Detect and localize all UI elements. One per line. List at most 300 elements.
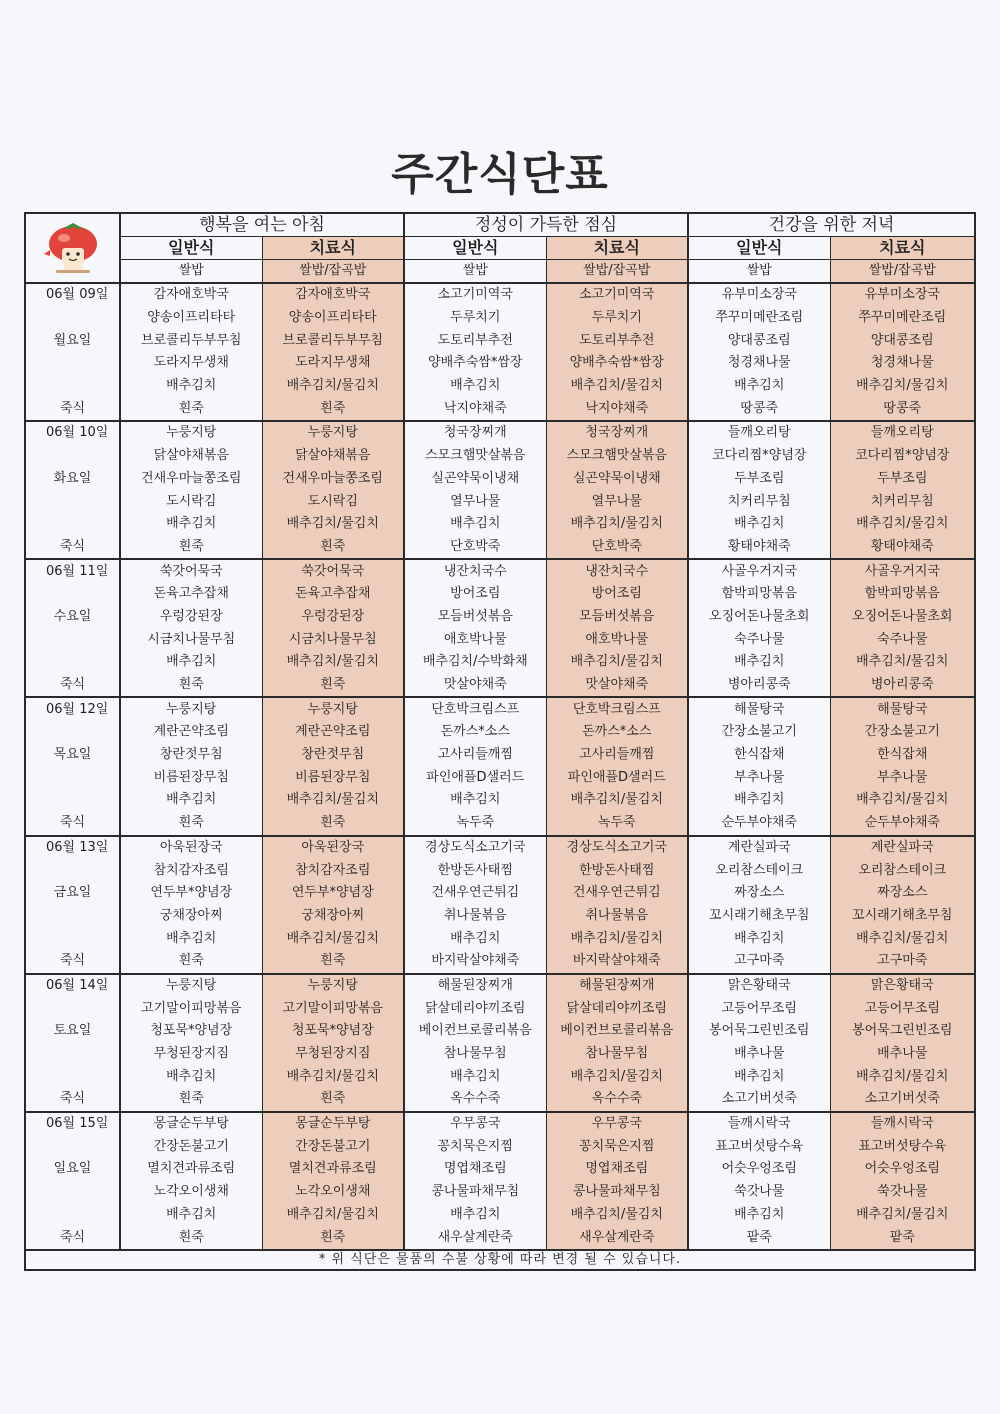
table-row bbox=[25, 950, 975, 974]
menu-item: 도시락김 bbox=[262, 490, 404, 513]
menu-item: 봉어묵그린빈조림 bbox=[688, 1020, 830, 1043]
page-title: 주간식단표 bbox=[391, 149, 609, 200]
menu-item: 흰죽 bbox=[262, 536, 404, 560]
menu-item: 고구마죽 bbox=[688, 950, 830, 974]
menu-item: 건새우연근튀김 bbox=[546, 882, 688, 905]
menu-item: 닭살야채볶음 bbox=[262, 445, 404, 468]
rice-cell: 쌀밥/잡곡밥 bbox=[546, 260, 688, 284]
menu-item: 사골우거지국 bbox=[688, 559, 830, 583]
weekday-label: 일요일 bbox=[25, 1158, 120, 1181]
day-spacer bbox=[25, 789, 120, 812]
menu-item: 한식잡채 bbox=[688, 744, 830, 767]
menu-item: 돈육고추잡채 bbox=[120, 583, 262, 606]
menu-item: 닭살야채볶음 bbox=[120, 445, 262, 468]
menu-item: 비름된장무침 bbox=[120, 766, 262, 789]
menu-item: 배추김치/물김치 bbox=[262, 1065, 404, 1088]
menu-item: 간장소불고기 bbox=[688, 721, 830, 744]
menu-item: 닭살데리야끼조림 bbox=[546, 997, 688, 1020]
table-row bbox=[25, 927, 975, 950]
menu-item: 모듬버섯볶음 bbox=[546, 606, 688, 629]
menu-item: 배추김치/물김치 bbox=[830, 513, 975, 536]
dinner-therapy-header: 치료식 bbox=[830, 237, 975, 260]
menu-item: 배추김치 bbox=[404, 927, 546, 950]
menu-item: 팥죽 bbox=[688, 1226, 830, 1250]
breakfast-therapy-header: 치료식 bbox=[262, 237, 404, 260]
menu-item: 새우살계란죽 bbox=[546, 1226, 688, 1250]
menu-item: 방어조림 bbox=[546, 583, 688, 606]
menu-item: 흰죽 bbox=[120, 674, 262, 698]
menu-item: 어슷우엉조림 bbox=[688, 1158, 830, 1181]
menu-item: 청포묵*양념장 bbox=[262, 1020, 404, 1043]
menu-item: 오리참스테이크 bbox=[688, 859, 830, 882]
table-row bbox=[25, 997, 975, 1020]
rice-cell: 쌀밥/잡곡밥 bbox=[262, 260, 404, 284]
menu-item: 닭살데리야끼조림 bbox=[404, 997, 546, 1020]
menu-item: 흰죽 bbox=[262, 1226, 404, 1250]
menu-item: 명엽채조림 bbox=[546, 1158, 688, 1181]
menu-item: 브로콜리두부무침 bbox=[120, 329, 262, 352]
menu-item: 코다리찜*양념장 bbox=[830, 445, 975, 468]
table-row bbox=[25, 397, 975, 421]
table-row bbox=[25, 697, 975, 721]
menu-item: 단호박죽 bbox=[546, 536, 688, 560]
menu-item: 흰죽 bbox=[120, 536, 262, 560]
table-row bbox=[25, 744, 975, 767]
menu-item: 배추김치/물김치 bbox=[546, 789, 688, 812]
date-label: 06월 11일 bbox=[25, 559, 120, 583]
menu-item: 쑥갓나물 bbox=[830, 1181, 975, 1204]
table-row bbox=[25, 1181, 975, 1204]
menu-item: 연두부*양념장 bbox=[262, 882, 404, 905]
menu-item: 양송이프리타타 bbox=[262, 307, 404, 330]
day-spacer bbox=[25, 583, 120, 606]
menu-item: 아욱된장국 bbox=[120, 836, 262, 860]
menu-item: 오징어돈나물초회 bbox=[688, 606, 830, 629]
dinner-regular-header: 일반식 bbox=[688, 237, 830, 260]
menu-item: 한방돈사태찜 bbox=[546, 859, 688, 882]
menu-item: 연두부*양념장 bbox=[120, 882, 262, 905]
menu-item: 실곤약묵이냉채 bbox=[404, 468, 546, 491]
menu-item: 파인애플D샐러드 bbox=[546, 766, 688, 789]
porridge-label: 죽식 bbox=[25, 1226, 120, 1250]
menu-item: 순두부야채죽 bbox=[688, 812, 830, 836]
menu-item: 배추김치/물김치 bbox=[830, 375, 975, 398]
table-row bbox=[25, 1204, 975, 1227]
menu-item: 흰죽 bbox=[120, 812, 262, 836]
menu-item: 참치감자조림 bbox=[120, 859, 262, 882]
breakfast-header: 행복을 여는 아침 bbox=[120, 213, 404, 237]
menu-item: 배추김치/물김치 bbox=[262, 513, 404, 536]
day-spacer bbox=[25, 375, 120, 398]
menu-item: 청국장찌개 bbox=[404, 421, 546, 445]
menu-item: 배추김치/수박화채 bbox=[404, 651, 546, 674]
menu-item: 배추김치/물김치 bbox=[830, 1065, 975, 1088]
menu-item: 배추김치/물김치 bbox=[546, 375, 688, 398]
rice-cell: 쌀밥 bbox=[404, 260, 546, 284]
menu-item: 사골우거지국 bbox=[830, 559, 975, 583]
menu-item: 고구마죽 bbox=[830, 950, 975, 974]
day-spacer bbox=[25, 628, 120, 651]
menu-item: 황태야채죽 bbox=[688, 536, 830, 560]
menu-item: 베이컨브로콜리볶음 bbox=[404, 1020, 546, 1043]
table-row bbox=[25, 1135, 975, 1158]
menu-item: 해물된장찌개 bbox=[546, 974, 688, 998]
table-row bbox=[25, 905, 975, 928]
table-row bbox=[25, 1112, 975, 1136]
menu-item: 몽글순두부탕 bbox=[262, 1112, 404, 1136]
menu-item: 배추김치 bbox=[120, 1204, 262, 1227]
table-row bbox=[25, 1020, 975, 1043]
menu-item: 청국장찌개 bbox=[546, 421, 688, 445]
menu-item: 스모크햄맛살볶음 bbox=[404, 445, 546, 468]
rice-cell: 쌀밥/잡곡밥 bbox=[830, 260, 975, 284]
menu-item: 맑은황태국 bbox=[830, 974, 975, 998]
menu-item: 건새우마늘쫑조림 bbox=[262, 468, 404, 491]
menu-item: 실곤약묵이냉채 bbox=[546, 468, 688, 491]
menu-item: 땅콩죽 bbox=[830, 397, 975, 421]
menu-item: 누룽지탕 bbox=[262, 421, 404, 445]
menu-item: 도시락김 bbox=[120, 490, 262, 513]
menu-item: 도라지무생채 bbox=[262, 352, 404, 375]
date-label: 06월 13일 bbox=[25, 836, 120, 860]
menu-item: 우렁강된장 bbox=[120, 606, 262, 629]
table-row bbox=[25, 974, 975, 998]
menu-item: 배추김치 bbox=[688, 513, 830, 536]
day-spacer bbox=[25, 513, 120, 536]
menu-item: 배추김치/물김치 bbox=[262, 927, 404, 950]
dinner-header: 건강을 위한 저녁 bbox=[688, 213, 975, 237]
menu-item: 고사리들깨찜 bbox=[546, 744, 688, 767]
menu-item: 방어조림 bbox=[404, 583, 546, 606]
table-row bbox=[25, 859, 975, 882]
menu-item: 배추김치 bbox=[688, 1065, 830, 1088]
menu-item: 숙주나물 bbox=[688, 628, 830, 651]
menu-item: 돈까스*소스 bbox=[404, 721, 546, 744]
menu-item: 무청된장지짐 bbox=[262, 1043, 404, 1066]
menu-item: 배추김치 bbox=[120, 375, 262, 398]
menu-item: 배추김치 bbox=[120, 789, 262, 812]
table-row bbox=[25, 651, 975, 674]
menu-item: 배추김치/물김치 bbox=[546, 1204, 688, 1227]
weekday-label: 목요일 bbox=[25, 744, 120, 767]
menu-item: 브로콜리두부무침 bbox=[262, 329, 404, 352]
menu-item: 병아리콩죽 bbox=[830, 674, 975, 698]
day-spacer bbox=[25, 651, 120, 674]
date-label: 06월 10일 bbox=[25, 421, 120, 445]
menu-item: 계란곤약조림 bbox=[262, 721, 404, 744]
menu-item: 녹두죽 bbox=[546, 812, 688, 836]
menu-item: 우무콩국 bbox=[404, 1112, 546, 1136]
menu-item: 표고버섯탕수육 bbox=[830, 1135, 975, 1158]
menu-item: 양송이프리타타 bbox=[120, 307, 262, 330]
menu-item: 고등어무조림 bbox=[688, 997, 830, 1020]
menu-item: 한방돈사태찜 bbox=[404, 859, 546, 882]
menu-item: 누룽지탕 bbox=[262, 974, 404, 998]
menu-item: 간장돈불고기 bbox=[120, 1135, 262, 1158]
menu-item: 유부미소장국 bbox=[830, 283, 975, 307]
porridge-label: 죽식 bbox=[25, 812, 120, 836]
table-row bbox=[25, 329, 975, 352]
menu-item: 표고버섯탕수육 bbox=[688, 1135, 830, 1158]
table-row bbox=[25, 674, 975, 698]
menu-item: 소고기미역국 bbox=[546, 283, 688, 307]
menu-item: 흰죽 bbox=[120, 1226, 262, 1250]
menu-item: 누룽지탕 bbox=[262, 697, 404, 721]
table-row bbox=[25, 628, 975, 651]
weekly-menu-table bbox=[24, 212, 976, 1271]
menu-item: 배추나물 bbox=[830, 1043, 975, 1066]
menu-item: 짜장소스 bbox=[688, 882, 830, 905]
table-row bbox=[25, 1043, 975, 1066]
menu-item: 경상도식소고기국 bbox=[404, 836, 546, 860]
menu-item: 노각오이생채 bbox=[262, 1181, 404, 1204]
menu-item: 배추김치/물김치 bbox=[830, 789, 975, 812]
day-spacer bbox=[25, 905, 120, 928]
lunch-regular-header: 일반식 bbox=[404, 237, 546, 260]
menu-item: 배추김치 bbox=[688, 1204, 830, 1227]
rice-cell: 쌀밥 bbox=[120, 260, 262, 284]
menu-item: 꽁치묵은지찜 bbox=[546, 1135, 688, 1158]
menu-item: 배추김치 bbox=[120, 1065, 262, 1088]
menu-item: 스모크햄맛살볶음 bbox=[546, 445, 688, 468]
menu-item: 참치감자조림 bbox=[262, 859, 404, 882]
menu-item: 어슷우엉조림 bbox=[830, 1158, 975, 1181]
menu-item: 배추김치 bbox=[404, 375, 546, 398]
menu-item: 멸치견과류조림 bbox=[262, 1158, 404, 1181]
lunch-therapy-header: 치료식 bbox=[546, 237, 688, 260]
menu-item: 궁채장아찌 bbox=[120, 905, 262, 928]
menu-item: 옥수수죽 bbox=[404, 1088, 546, 1112]
menu-item: 모듬버섯볶음 bbox=[404, 606, 546, 629]
menu-item: 순두부야채죽 bbox=[830, 812, 975, 836]
menu-item: 창란젓무침 bbox=[262, 744, 404, 767]
menu-item: 누룽지탕 bbox=[120, 974, 262, 998]
menu-item: 비름된장무침 bbox=[262, 766, 404, 789]
menu-item: 흰죽 bbox=[262, 950, 404, 974]
menu-item: 냉잔치국수 bbox=[404, 559, 546, 583]
menu-item: 땅콩죽 bbox=[688, 397, 830, 421]
logo-cell bbox=[25, 213, 120, 283]
menu-item: 맑은황태국 bbox=[688, 974, 830, 998]
table-row bbox=[25, 375, 975, 398]
menu-item: 병아리콩죽 bbox=[688, 674, 830, 698]
menu-item: 취나물볶음 bbox=[546, 905, 688, 928]
menu-item: 고사리들깨찜 bbox=[404, 744, 546, 767]
date-label: 06월 15일 bbox=[25, 1112, 120, 1136]
weekday-label: 토요일 bbox=[25, 1020, 120, 1043]
menu-item: 배추김치/물김치 bbox=[546, 651, 688, 674]
menu-item: 맛살야채죽 bbox=[546, 674, 688, 698]
menu-item: 쑥갓어묵국 bbox=[120, 559, 262, 583]
menu-item: 양배추숙쌈*쌈장 bbox=[404, 352, 546, 375]
day-spacer bbox=[25, 352, 120, 375]
menu-item: 도토리부추전 bbox=[546, 329, 688, 352]
menu-item: 쭈꾸미메란조림 bbox=[830, 307, 975, 330]
menu-item: 고기말이피망볶음 bbox=[120, 997, 262, 1020]
table-row bbox=[25, 490, 975, 513]
menu-item: 열무나물 bbox=[404, 490, 546, 513]
date-label: 06월 12일 bbox=[25, 697, 120, 721]
menu-item: 함박피망볶음 bbox=[688, 583, 830, 606]
table-row bbox=[25, 283, 975, 307]
weekday-label: 월요일 bbox=[25, 329, 120, 352]
menu-item: 소고기버섯죽 bbox=[830, 1088, 975, 1112]
menu-item: 돈까스*소스 bbox=[546, 721, 688, 744]
menu-item: 청포묵*양념장 bbox=[120, 1020, 262, 1043]
menu-item: 배추김치/물김치 bbox=[546, 927, 688, 950]
menu-item: 누룽지탕 bbox=[120, 697, 262, 721]
menu-item: 흰죽 bbox=[120, 1088, 262, 1112]
table-row bbox=[25, 812, 975, 836]
day-spacer bbox=[25, 997, 120, 1020]
menu-item: 오리참스테이크 bbox=[830, 859, 975, 882]
menu-item: 무청된장지짐 bbox=[120, 1043, 262, 1066]
rice-cell: 쌀밥 bbox=[688, 260, 830, 284]
menu-item: 배추김치/물김치 bbox=[262, 375, 404, 398]
menu-item: 흰죽 bbox=[262, 397, 404, 421]
lunch-header: 정성이 가득한 점심 bbox=[404, 213, 688, 237]
menu-item: 배추김치/물김치 bbox=[262, 1204, 404, 1227]
porridge-label: 죽식 bbox=[25, 397, 120, 421]
menu-item: 흰죽 bbox=[120, 397, 262, 421]
date-label: 06월 14일 bbox=[25, 974, 120, 998]
menu-item: 배추김치 bbox=[404, 789, 546, 812]
menu-item: 노각오이생채 bbox=[120, 1181, 262, 1204]
day-spacer bbox=[25, 1043, 120, 1066]
menu-body bbox=[25, 283, 975, 1250]
menu-item: 감자애호박국 bbox=[120, 283, 262, 307]
menu-item: 양배추숙쌈*쌈장 bbox=[546, 352, 688, 375]
menu-item: 건새우연근튀김 bbox=[404, 882, 546, 905]
menu-item: 한식잡채 bbox=[830, 744, 975, 767]
menu-item: 열무나물 bbox=[546, 490, 688, 513]
day-spacer bbox=[25, 859, 120, 882]
table-row bbox=[25, 1065, 975, 1088]
menu-item: 흰죽 bbox=[120, 950, 262, 974]
menu-item: 냉잔치국수 bbox=[546, 559, 688, 583]
menu-item: 베이컨브로콜리볶음 bbox=[546, 1020, 688, 1043]
menu-item: 치커리무침 bbox=[688, 490, 830, 513]
menu-item: 고등어무조림 bbox=[830, 997, 975, 1020]
date-label: 06월 09일 bbox=[25, 283, 120, 307]
menu-item: 배추김치/물김치 bbox=[262, 789, 404, 812]
menu-item: 배추김치 bbox=[120, 513, 262, 536]
menu-item: 명엽채조림 bbox=[404, 1158, 546, 1181]
menu-item: 단호박죽 bbox=[404, 536, 546, 560]
menu-item: 몽글순두부탕 bbox=[120, 1112, 262, 1136]
menu-item: 멸치견과류조림 bbox=[120, 1158, 262, 1181]
menu-item: 새우살계란죽 bbox=[404, 1226, 546, 1250]
menu-item: 콩나물파채무침 bbox=[404, 1181, 546, 1204]
table-row bbox=[25, 1226, 975, 1250]
menu-item: 낙지야채죽 bbox=[404, 397, 546, 421]
menu-item: 도라지무생채 bbox=[120, 352, 262, 375]
menu-item: 유부미소장국 bbox=[688, 283, 830, 307]
menu-item: 청경채나물 bbox=[688, 352, 830, 375]
menu-item: 애호박나물 bbox=[546, 628, 688, 651]
table-row bbox=[25, 1088, 975, 1112]
menu-item: 쭈꾸미메란조림 bbox=[688, 307, 830, 330]
breakfast-regular-header: 일반식 bbox=[120, 237, 262, 260]
menu-item: 배추김치 bbox=[404, 1204, 546, 1227]
table-row bbox=[25, 559, 975, 583]
menu-item: 도토리부추전 bbox=[404, 329, 546, 352]
menu-item: 배추김치 bbox=[404, 1065, 546, 1088]
table-row bbox=[25, 1158, 975, 1181]
menu-item: 감자애호박국 bbox=[262, 283, 404, 307]
table-row bbox=[25, 882, 975, 905]
menu-item: 간장소불고기 bbox=[830, 721, 975, 744]
menu-item: 배추김치/물김치 bbox=[830, 651, 975, 674]
menu-item: 궁채장아찌 bbox=[262, 905, 404, 928]
menu-item: 시금치나물무침 bbox=[262, 628, 404, 651]
table-row bbox=[25, 352, 975, 375]
menu-item: 들깨오리탕 bbox=[830, 421, 975, 445]
menu-item: 낙지야채죽 bbox=[546, 397, 688, 421]
menu-item: 코다리찜*양념장 bbox=[688, 445, 830, 468]
footer-note: * 위 식단은 물품의 수불 상황에 따라 변경 될 수 있습니다. bbox=[25, 1250, 975, 1270]
menu-item: 꽁치묵은지찜 bbox=[404, 1135, 546, 1158]
day-spacer bbox=[25, 927, 120, 950]
day-spacer bbox=[25, 307, 120, 330]
menu-item: 봉어묵그린빈조림 bbox=[830, 1020, 975, 1043]
menu-item: 배추김치 bbox=[120, 927, 262, 950]
menu-item: 우무콩국 bbox=[546, 1112, 688, 1136]
porridge-label: 죽식 bbox=[25, 1088, 120, 1112]
menu-item: 아욱된장국 bbox=[262, 836, 404, 860]
menu-item: 오징어돈나물초회 bbox=[830, 606, 975, 629]
porridge-label: 죽식 bbox=[25, 536, 120, 560]
menu-item: 창란젓무침 bbox=[120, 744, 262, 767]
menu-item: 흰죽 bbox=[262, 812, 404, 836]
menu-item: 건새우마늘쫑조림 bbox=[120, 468, 262, 491]
menu-item: 계란곤약조림 bbox=[120, 721, 262, 744]
menu-item: 간장돈불고기 bbox=[262, 1135, 404, 1158]
menu-item: 양대콩조림 bbox=[830, 329, 975, 352]
menu-item: 양대콩조림 bbox=[688, 329, 830, 352]
day-spacer bbox=[25, 766, 120, 789]
menu-item: 흰죽 bbox=[262, 674, 404, 698]
menu-item: 두부조림 bbox=[688, 468, 830, 491]
menu-item: 배추김치/물김치 bbox=[830, 1204, 975, 1227]
menu-item: 청경채나물 bbox=[830, 352, 975, 375]
menu-item: 흰죽 bbox=[262, 1088, 404, 1112]
menu-item: 누룽지탕 bbox=[120, 421, 262, 445]
menu-item: 부추나물 bbox=[688, 766, 830, 789]
menu-item: 쑥갓어묵국 bbox=[262, 559, 404, 583]
day-spacer bbox=[25, 1135, 120, 1158]
day-spacer bbox=[25, 445, 120, 468]
menu-item: 부추나물 bbox=[830, 766, 975, 789]
menu-item: 바지락살야채죽 bbox=[546, 950, 688, 974]
menu-item: 맛살야채죽 bbox=[404, 674, 546, 698]
menu-item: 배추김치/물김치 bbox=[546, 513, 688, 536]
menu-item: 배추김치/물김치 bbox=[546, 1065, 688, 1088]
menu-item: 콩나물파채무침 bbox=[546, 1181, 688, 1204]
table-row bbox=[25, 536, 975, 560]
table-row bbox=[25, 766, 975, 789]
menu-item: 들깨시락국 bbox=[830, 1112, 975, 1136]
menu-item: 꼬시래기해초무침 bbox=[688, 905, 830, 928]
menu-item: 배추김치 bbox=[688, 651, 830, 674]
weekday-label: 화요일 bbox=[25, 468, 120, 491]
menu-item: 계란실파국 bbox=[830, 836, 975, 860]
menu-item: 단호박크림스프 bbox=[546, 697, 688, 721]
table-row bbox=[25, 307, 975, 330]
menu-item: 참나물무침 bbox=[404, 1043, 546, 1066]
table-row bbox=[25, 789, 975, 812]
menu-item: 두루치기 bbox=[546, 307, 688, 330]
